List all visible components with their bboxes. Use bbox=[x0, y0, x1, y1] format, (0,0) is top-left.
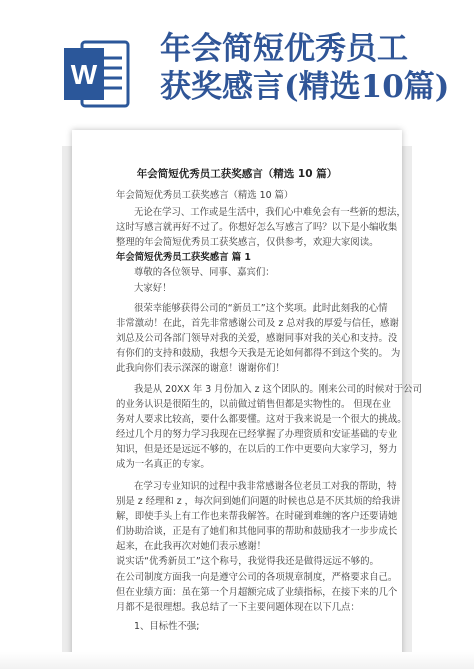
document-line: 解，即使手头上有工作也来帮我解答。在时碰到难缠的客户还要请她 bbox=[116, 511, 398, 522]
banner-header bbox=[0, 0, 474, 130]
document-line: 有你们的支持和鼓励，我想今天我是无论如何都得不到这个奖的。 为 bbox=[116, 348, 401, 359]
header-title bbox=[160, 30, 460, 106]
document-line: 月都不是很理想。我总结了一下主要问题体现在以下几点： bbox=[116, 602, 360, 613]
section-heading: 年会简短优秀员工获奖感言 篇 1 bbox=[116, 252, 251, 263]
document-line: 们协助洽谈，正是有了她们和其他同事的帮助和鼓励我才一步步成长 bbox=[116, 526, 398, 537]
document-line: 年会简短优秀员工获奖感言（精选 10 篇） bbox=[116, 190, 294, 201]
document-line: 知识，但是还是远远不够的，在以后的工作中更要向大家学习，努力 bbox=[116, 444, 398, 455]
document-line: 尊敬的各位领导、同事、嘉宾们： bbox=[134, 267, 275, 278]
document-line: 很荣幸能够获得公司的“新员工”这个奖项。此时此刻我的心情 bbox=[134, 303, 388, 314]
document-line: 大家好！ bbox=[134, 283, 172, 294]
document-line: 整理的年会简短优秀员工获奖感言，仅供参考，欢迎大家阅读。 bbox=[116, 237, 379, 248]
document-line: 但在业绩方面：虽在第一个月超额完成了业绩指标，在接下来的几个 bbox=[116, 587, 398, 598]
document-line: 刘总及公司各部门领导对我的关爱，感谢同事对我的关心和支持。没 bbox=[116, 333, 398, 344]
document-line: 务对人要求比较高，要什么都要懂。这对于我来说是一个很大的挑战。 bbox=[116, 414, 407, 425]
document-line: 成为一名真正的专家。 bbox=[116, 459, 210, 470]
document-line: 在学习专业知识的过程中我非常感谢各位老员工对我的帮助，特 bbox=[134, 481, 397, 492]
word-document-icon bbox=[64, 38, 130, 110]
document-line: 起来，在此我再次对她们表示感谢！ bbox=[116, 541, 267, 552]
header-title-line-1: 年会简短优秀员工 bbox=[160, 31, 408, 67]
document-line: 别是 z 经理和 z ，每次问到她们问题的时候也总是不厌其烦的给我讲 bbox=[116, 496, 401, 507]
document-line: 无论在学习、工作或是生活中，我们心中难免会有一些新的想法， bbox=[134, 207, 406, 218]
document-line: 此我向你们表示深深的谢意！谢谢你们！ bbox=[116, 363, 285, 374]
word-logo-letter: W bbox=[70, 59, 98, 90]
document-line: 这时写感言就再好不过了。你想好怎么写感言了吗？以下是小编收集 bbox=[116, 222, 398, 233]
watermark-strip bbox=[0, 652, 474, 669]
header-title-line-2: 获奖感言(精选10篇) bbox=[160, 69, 450, 105]
document-title: 年会简短优秀员工获奖感言（精选 10 篇） bbox=[136, 168, 338, 180]
document-page bbox=[72, 130, 422, 669]
document-line: 我是从 20XX 年 3 月份加入 z 这个团队的。刚来公司的时候对于公司 bbox=[134, 384, 422, 395]
document-line: 在公司制度方面我一向是遵守公司的各项规章制度，严格要求自己。 bbox=[116, 572, 398, 583]
document-line: 经过几个月的努力学习我现在已经掌握了办理资质和安证基础的专业 bbox=[116, 429, 398, 440]
document-line: 说实话“优秀新员工”这个称号，我觉得我还是做得远远不够的。 bbox=[116, 556, 379, 567]
document-line: 的业务认识是很陌生的，以前做过销售但都是实物性的。 但现在业 bbox=[116, 399, 391, 410]
document-line: 非常激动！在此，首先非常感谢公司及 z 总对我的厚爱与信任，感谢 bbox=[116, 318, 399, 329]
document-line: 1、目标性不强; bbox=[134, 621, 200, 632]
